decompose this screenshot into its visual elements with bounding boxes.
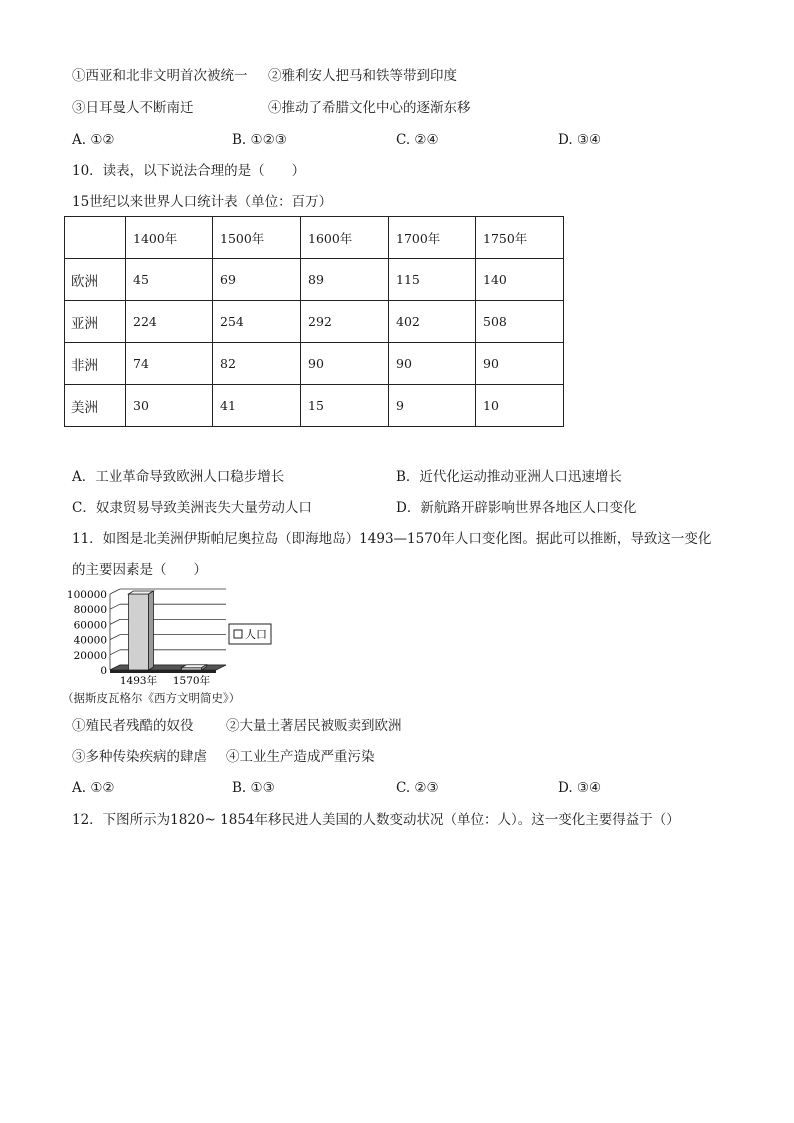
q9-option-c[interactable]: C. ②④: [396, 132, 439, 148]
x-tick-label: 1570年: [172, 675, 211, 687]
q11-statement-4: ④工业生产造成严重污染: [226, 749, 375, 765]
q11-option-d[interactable]: D. ③④: [558, 780, 602, 796]
q12-stem: 12．下图所示为1820~ 1854年移民进人美国的人数变动状况（单位：人）。这一变化主要得益于（）: [72, 812, 680, 828]
q9-statement-3: ③日耳曼人不断南迁: [72, 100, 194, 116]
q11-option-b[interactable]: B. ①③: [232, 780, 275, 796]
table-cell: 30: [126, 385, 213, 427]
q10-stem: 10．读表，以下说法合理的是（ ）: [72, 163, 306, 179]
q9-option-d[interactable]: D. ③④: [558, 132, 602, 148]
y-tick-label: 20000: [73, 649, 107, 662]
q11-stem-line-1: 11．如图是北美洲伊斯帕尼奥拉岛（即海地岛）1493—1570年人口变化图。据此可以推断，导致这一变化: [72, 531, 712, 547]
q10-option-b[interactable]: B．近代化运动推动亚洲人口迅速增长: [396, 469, 622, 485]
q11-statement-2: ②大量土著居民被贩卖到欧洲: [226, 718, 402, 734]
chart-floor: [110, 665, 226, 670]
chart-bars: [129, 591, 207, 670]
q9-option-b[interactable]: B. ①②③: [232, 132, 287, 148]
chart-x-axis-labels: [120, 674, 211, 687]
table-cell: 508: [476, 301, 564, 343]
gridline-depth: [110, 635, 120, 640]
table-row: [65, 259, 564, 301]
table-row: [65, 385, 564, 427]
q10-table-caption: 15世纪以来世界人口统计表（单位：百万）: [72, 194, 333, 210]
table-cell: 224: [126, 301, 213, 343]
q9-option-a[interactable]: A. ①②: [72, 132, 115, 148]
table-cell: 82: [213, 343, 301, 385]
gridline-depth: [110, 650, 120, 655]
table-cell: 69: [213, 259, 301, 301]
table-row: [65, 343, 564, 385]
table-cell: 41: [213, 385, 301, 427]
q9-statement-1: ①西亚和北非文明首次被统一: [72, 68, 248, 84]
y-tick-label: 60000: [73, 619, 107, 632]
table-cell: 90: [301, 343, 389, 385]
q10-option-a[interactable]: A．工业革命导致欧洲人口稳步增长: [72, 469, 285, 485]
y-tick-label: 40000: [73, 634, 107, 647]
q11-statement-1: ①殖民者残酷的奴役: [72, 718, 194, 734]
table-cell: 10: [476, 385, 564, 427]
table-cell: 89: [301, 259, 389, 301]
x-tick-label: 1493年: [119, 675, 158, 687]
table-header-cell: 1700年: [389, 217, 476, 259]
table-cell: 90: [476, 343, 564, 385]
table-row-header: 非洲: [65, 343, 126, 385]
table-cell: 9: [389, 385, 476, 427]
table-cell: 254: [213, 301, 301, 343]
q10-option-d[interactable]: D．新航路开辟影响世界各地区人口变化: [396, 500, 637, 516]
q9-statement-4: ④推动了希腊文化中心的逐渐东移: [268, 100, 471, 116]
chart-3d-floor: [110, 665, 226, 673]
q10-option-c[interactable]: C．奴隶贸易导致美洲丧失大量劳动人口: [72, 500, 312, 516]
q11-stem-line-2: 的主要因素是（ ）: [72, 562, 207, 578]
table-row-header: 欧洲: [65, 259, 126, 301]
chart-legend: [229, 624, 271, 644]
table-header-cell: 1500年: [213, 217, 301, 259]
gridline-depth: [110, 604, 120, 609]
table-cell: 115: [389, 259, 476, 301]
population-table: [64, 216, 564, 427]
table-row-header: 美洲: [65, 385, 126, 427]
table-header-cell: 1400年: [126, 217, 213, 259]
table-cell: 402: [389, 301, 476, 343]
table-row-header: 亚洲: [65, 301, 126, 343]
table-cell: 90: [389, 343, 476, 385]
gridline-depth: [110, 619, 120, 624]
y-tick-label: 0: [100, 665, 107, 677]
legend-swatch: [234, 630, 242, 638]
table-cell: 74: [126, 343, 213, 385]
table-cell: 140: [476, 259, 564, 301]
table-cell: 292: [301, 301, 389, 343]
table-header-cell: [65, 217, 126, 259]
table-cell: 45: [126, 259, 213, 301]
chart-source-note: （据斯皮瓦格尔《西方文明简史》）: [62, 691, 241, 705]
chart-gridlines: [110, 589, 226, 670]
table-header-cell: 1750年: [476, 217, 564, 259]
q11-statement-3: ③多种传染疾病的肆虐: [72, 749, 207, 765]
gridline-depth: [110, 589, 120, 594]
chart-y-axis-ticks: [67, 589, 107, 677]
table-cell: 15: [301, 385, 389, 427]
q11-option-a[interactable]: A. ①②: [72, 780, 115, 796]
bar-side: [149, 591, 154, 670]
y-tick-label: 80000: [73, 604, 107, 617]
q9-statement-2: ②雅利安人把马和铁等带到印度: [268, 68, 457, 84]
bar-front: [129, 594, 149, 670]
chart-floor-edge: [110, 670, 216, 673]
table-row: [65, 301, 564, 343]
table-header-row: [65, 217, 564, 259]
q11-option-c[interactable]: C. ②③: [396, 780, 439, 796]
y-tick-label: 100000: [66, 589, 107, 601]
legend-label: 人口: [245, 628, 267, 641]
table-header-cell: 1600年: [301, 217, 389, 259]
